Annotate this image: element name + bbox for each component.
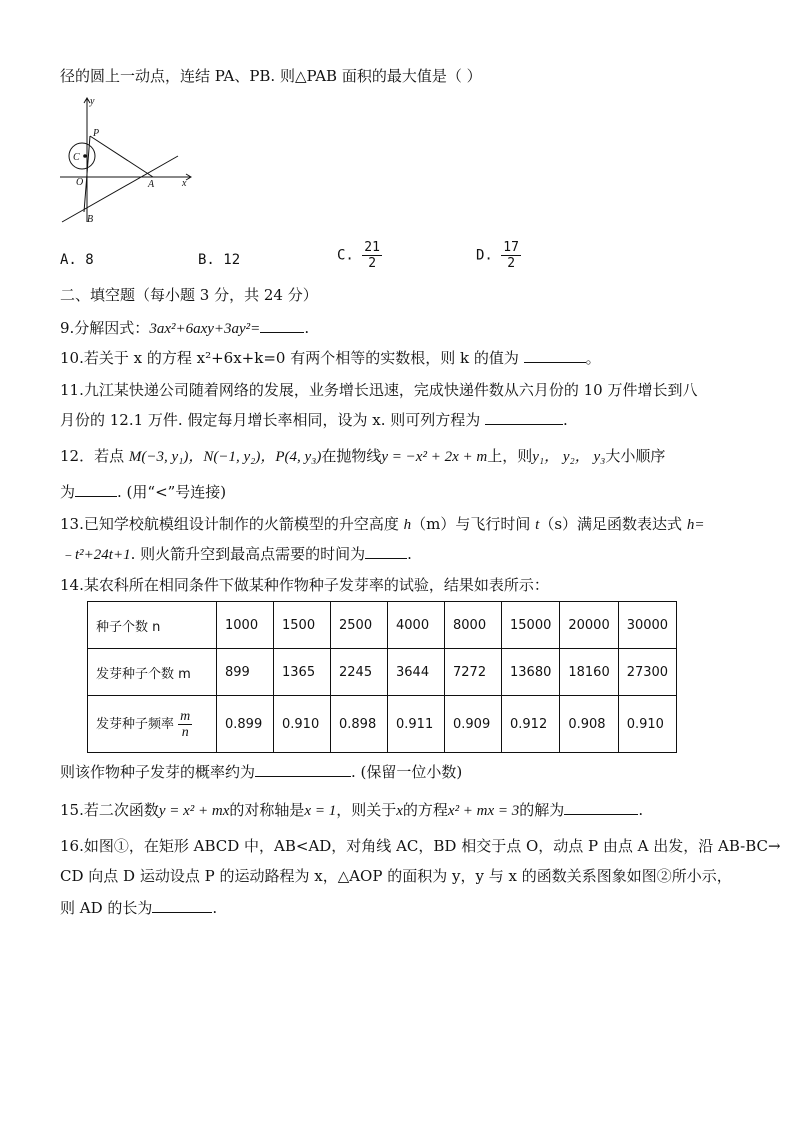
q10 — [60, 348, 601, 368]
frequency-label: 发芽种子频率 — [96, 716, 175, 732]
q12-line1 — [60, 446, 665, 467]
label-o: O — [76, 177, 84, 188]
choice-d-label: D. — [476, 247, 493, 264]
frequency-fraction-den: n — [181, 724, 189, 740]
table-cell: 0.898 — [331, 696, 388, 753]
q8-text: 径的圆上一动点，连结 PA、PB. 则△PAB 面积的最大值是（ ） — [60, 67, 482, 85]
table-cell: 0.910 — [618, 696, 676, 753]
choice-b[interactable] — [198, 252, 240, 268]
table-cell: 899 — [217, 649, 274, 696]
table-cell: 0.912 — [502, 696, 560, 753]
label-p: P — [93, 128, 100, 139]
choice-c-num: 21 — [364, 240, 380, 255]
q15-end: 的解为 — [519, 801, 565, 819]
choice-c[interactable] — [337, 240, 382, 271]
q12-line2-suffix: . (用“<”号连接) — [117, 483, 227, 501]
q9-end: . — [304, 319, 310, 337]
label-a: A — [148, 179, 155, 190]
table-cell: 2245 — [331, 649, 388, 696]
q15-period: . — [638, 801, 644, 819]
q14-intro: 14.某农科所在相同条件下做某种作物种子发芽率的试验，结果如表所示： — [60, 576, 549, 594]
table-cell: 8000 — [445, 602, 502, 649]
q13-m-unit: （m） — [411, 515, 456, 533]
q12-line2-prefix: 为 — [60, 483, 76, 501]
q13-line1 — [60, 514, 704, 535]
q13-expression: ﹣t²+24t+1 — [60, 547, 131, 563]
q13-text-b: 与飞行时间 — [455, 515, 531, 533]
choice-a-value: 8 — [85, 252, 94, 268]
q10-text: 10.若关于 x 的方程 x²+6x+k=0 有两个相等的实数根，则 k 的值为 — [60, 349, 519, 367]
q15 — [60, 800, 643, 821]
q14-after-suffix: . (保留一位小数) — [351, 763, 463, 781]
label-y: y — [90, 96, 95, 107]
table-cell: 30000 — [618, 602, 676, 649]
q16-end: . — [212, 899, 218, 917]
choice-c-den: 2 — [368, 256, 377, 271]
q11-line1: 11.九江某快递公司随着网络的发展，业务增长迅速，完成快递件数从六月份的 10 万件增长到八 — [60, 381, 698, 399]
q14-answer-blank[interactable] — [255, 762, 351, 777]
q16-line3 — [60, 898, 217, 918]
table-header-m: 发芽种子个数 m — [88, 649, 217, 696]
table-header-frequency — [88, 696, 217, 753]
q11-end: . — [563, 411, 568, 429]
label-x: x — [182, 178, 187, 189]
q12-points: M(−3, y₁)，N(−1, y₂)，P(4, y₃) — [128, 449, 322, 465]
table-cell: 27300 — [618, 649, 676, 696]
q15-function: y = x² + mx — [158, 803, 230, 819]
choice-c-fraction — [362, 240, 382, 271]
table-cell: 20000 — [560, 602, 618, 649]
q13-h-eq: h= — [686, 517, 705, 533]
q13-end: . — [407, 545, 412, 563]
q14-after — [60, 762, 462, 782]
q9 — [60, 318, 309, 339]
q12-after: 上，则 — [487, 447, 533, 465]
choice-c-label: C. — [337, 247, 354, 264]
q13-t: t — [535, 517, 540, 533]
q11-line2 — [60, 410, 568, 430]
table-cell: 0.911 — [388, 696, 445, 753]
q15-prefix: 15.若二次函数 — [60, 801, 159, 819]
choice-b-value: 12 — [223, 252, 241, 268]
q16-line3-prefix: 则 AD 的长为 — [60, 899, 153, 917]
frequency-fraction-num: m — [180, 708, 191, 724]
table-cell: 0.910 — [274, 696, 331, 753]
q15-mid3: 的方程 — [402, 801, 448, 819]
table-cell: 0.908 — [560, 696, 618, 753]
table-row — [88, 602, 677, 649]
q12-number: 12．若点 — [60, 447, 125, 465]
table-cell: 0.899 — [217, 696, 274, 753]
choice-d-num: 17 — [503, 240, 519, 255]
center-c-dot — [83, 154, 87, 158]
q16-line1: 16.如图①，在矩形 ABCD 中，AB<AD，对角线 AC，BD 相交于点 O，动点 P 由点 A 出发，沿 AB-BC→ — [60, 837, 781, 855]
q9-answer-blank[interactable] — [260, 318, 304, 333]
q15-axis: x = 1 — [304, 803, 337, 819]
q15-mid: 的对称轴是 — [229, 801, 305, 819]
q11-line2-text: 月份的 12.1 万件. 假定每月增长率相同，设为 x. 则可列方程为 — [60, 411, 481, 429]
germination-table — [87, 601, 677, 753]
q16-answer-blank[interactable] — [152, 898, 212, 913]
table-cell: 15000 — [502, 602, 560, 649]
choice-b-label: B. — [198, 252, 215, 268]
q12-line1-end: 大小顺序 — [605, 447, 666, 465]
q16-line2: CD 向点 D 运动设点 P 的运动路程为 x，△AOP 的面积为 y，y 与 x 的函数关系图象如图②所小示， — [60, 867, 732, 885]
q13-s-unit: （s） — [539, 515, 578, 533]
q12-parabola: y = −x² + 2x + m — [381, 449, 488, 465]
choice-a[interactable] — [60, 252, 94, 268]
q13-text-c: 满足函数表达式 — [577, 515, 683, 533]
table-cell: 13680 — [502, 649, 560, 696]
table-cell: 18160 — [560, 649, 618, 696]
frequency-fraction — [178, 709, 192, 740]
q10-answer-blank[interactable] — [524, 348, 586, 363]
table-cell: 4000 — [388, 602, 445, 649]
q15-mid2: ，则关于 — [336, 801, 397, 819]
q11-answer-blank[interactable] — [485, 410, 563, 425]
choice-a-label: A. — [60, 252, 77, 268]
table-cell: 1500 — [274, 602, 331, 649]
table-cell: 1365 — [274, 649, 331, 696]
q12-mid: 在抛物线 — [321, 447, 382, 465]
q15-equation: x² + mx = 3 — [447, 803, 520, 819]
choice-d-fraction — [501, 240, 521, 271]
choice-d-den: 2 — [507, 256, 516, 271]
q13-h: h — [403, 517, 412, 533]
segment-pa — [90, 136, 153, 177]
q13-line2 — [60, 544, 412, 565]
q14-after-prefix: 则该作物种子发芽的概率约为 — [60, 763, 256, 781]
table-cell: 7272 — [445, 649, 502, 696]
label-c: C — [73, 152, 80, 163]
q12-ys: y₁， y₂， y₃ — [532, 449, 606, 465]
q15-answer-blank[interactable] — [564, 800, 638, 815]
table-cell: 1000 — [217, 602, 274, 649]
table-row — [88, 649, 677, 696]
choice-d[interactable] — [476, 240, 521, 271]
table-header-n: 种子个数 n — [88, 602, 217, 649]
table-cell: 2500 — [331, 602, 388, 649]
table-row — [88, 696, 677, 753]
q9-expression: 3ax²+6axy+3ay²= — [149, 321, 261, 337]
label-b: B — [87, 214, 94, 225]
table-cell: 0.909 — [445, 696, 502, 753]
q13-text-a: 13.已知学校航模组设计制作的火箭模型的升空高度 — [60, 515, 399, 533]
table-cell: 3644 — [388, 649, 445, 696]
q12-line2 — [60, 482, 226, 502]
q8-figure — [60, 94, 200, 229]
q9-prefix: 9.分解因式： — [60, 319, 150, 337]
q13-answer-blank[interactable] — [365, 544, 407, 559]
section-title: 二、填空题（每小题 3 分，共 24 分） — [60, 286, 318, 304]
q10-end: 。 — [585, 349, 601, 367]
line-ab — [62, 156, 178, 222]
q12-answer-blank[interactable] — [75, 482, 117, 497]
q15-x: x — [396, 803, 403, 819]
q13-text-d: . 则火箭升空到最高点需要的时间为 — [130, 545, 366, 563]
